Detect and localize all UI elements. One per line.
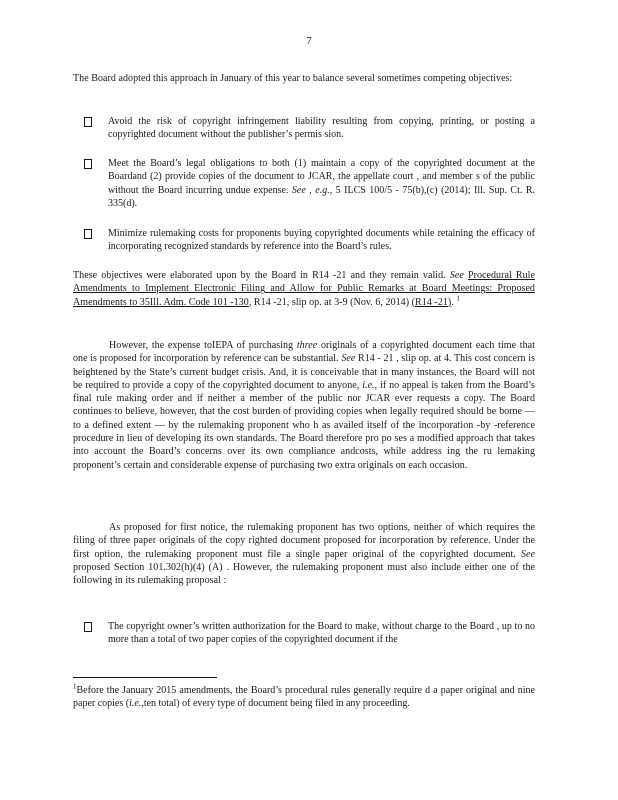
objective-text: Meet the Board’s legal obligations to both (1) maintain a copy of the copyrighted document at the Boardand (2) provide copies of the document to JCAR, the appellate court , and member s of the public without the Board incurring undue expense. [108,158,535,196]
citation-signal: See [449,270,464,281]
page-number: 7 [306,35,312,47]
citation-signal-eg: e.g. [315,184,330,196]
elaborated-paragraph: These objectives were elaborated upon by the Board in R14 -21 and they remain valid. See Procedural Rule Amendments to Implement Electronic Filing and Allow for Public Remarks at Board Meetings: Proposed Amendments to 35Ill. Adm. Code 101 -130, R14 -21, slip op. at 3-9 (Nov. 6, 2014) (R14 -21). $^1$ [73,270,535,308]
bullet-square-icon [84,622,92,632]
however-paragraph: However, the expense toIEPA of purchasing three originals of a copyrighted document each time that one is proposed for incorporation by reference can be substantial. See R14 - 21 , slip op. at 4. This cost concern is heightened by the State’s current budget crisis. And, it is conceivable that in many instances, the Board will not be required to provide a copy of the copyrighted document to anyone, i.e., if no appeal is taken from the Board’s final rule making order and if neither a member of the public nor JCAR ever requests a copy. The Board continues to believe, however, that the cost burden of providing copies when legally required should be borne — to a defined extent — by the rulemaking proponent who h as availed itself of the incorporation -by -reference procedure in lieu of developing its own standards. The Board therefore pro po ses a modified approach that takes into account the Board’s concerns over its own compliance andcosts, while address ing the ru lemaking proponent’s certain and considerable expense of purchasing two extra originals on each occasion. [73,340,535,471]
cited-rulemaking-title: Procedural Rule Amendments to Implement Electronic Filing and Allow for Public Remarks at Board Meetings: Proposed Amendments to 35Ill. Adm. Code 101 -130 [73,270,535,308]
footnote-marker: 1 [73,682,77,691]
citation-text: , R14 -21, slip op. at 3-9 (Nov. 6, 2014) [248,296,410,308]
elaborated-lead: These objectives were elaborated upon by the Board in R14 -21 and they remain valid. [73,270,446,281]
citation-signal: See [291,184,306,196]
footnote-separator [73,677,217,678]
bullet-square-icon [84,229,92,239]
citation-signal-ie: i.e. [129,698,142,710]
objective-item: Meet the Board’s legal obligations to both (1) maintain a copy of the copyrighted document at the Boardand (2) provide copies of the document to JCAR, the appellate court , and member s of the public without the Board incurring undue expense. See , e.g., 5 ILCS 100/5 - 75(b),(c) (2014); Ill. Sup. Ct. R. 335(d). [108,158,536,209]
citation-signal: See [341,353,356,365]
emphasis-three: three [296,340,318,351]
citation-signal: See [520,548,535,560]
footnote-reference: 1 [456,294,460,303]
intro-paragraph: The Board adopted this approach in January of this year to balance several sometimes competing objectives: [73,73,513,84]
footnote: $^1$Before the January 2015 amendments, the Board’s procedural rules generally require d a paper original and nine paper copies (i.e.,ten total) of every type of document being filed in any proceeding. [73,682,535,710]
objective-item: Avoid the risk of copyright infringement liability resulting from copying, printing, or posting a copyrighted document without the publisher’s permis sion. [108,116,535,141]
bullet-square-icon [84,117,92,127]
option-item: The copyright owner’s written authorization for the Board to make, without charge to the Board , up to no more than a total of two paper copies of the copyrighted document if the [108,621,535,646]
bullet-square-icon [84,159,92,169]
objective-item: Minimize rulemaking costs for proponents buying copyrighted documents while retaining the efficacy of incorporating recognized standards by reference into the Board’s rules. [108,228,535,253]
citation-signal-ie: i.e. [362,379,375,391]
docket-short-cite: (R14 -21) [411,296,452,308]
citation-text: , 5 ILCS 100/5 - 75(b),(c) (2014); Ill. Sup. Ct. R. 335(d). [108,184,536,209]
proposed-paragraph: As proposed for first notice, the rulemaking proponent has two options, neither of which requires the filing of three paper originals of the copy righted document proposed for incorporation by reference. Under the first option, the rulemaking proponent must file a single paper original of the copyrighted document. See proposed Section 101.302(h)(4) (A) . However, the rulemaking proponent must also include either one of the following in its rulemaking proposal : [73,522,535,587]
